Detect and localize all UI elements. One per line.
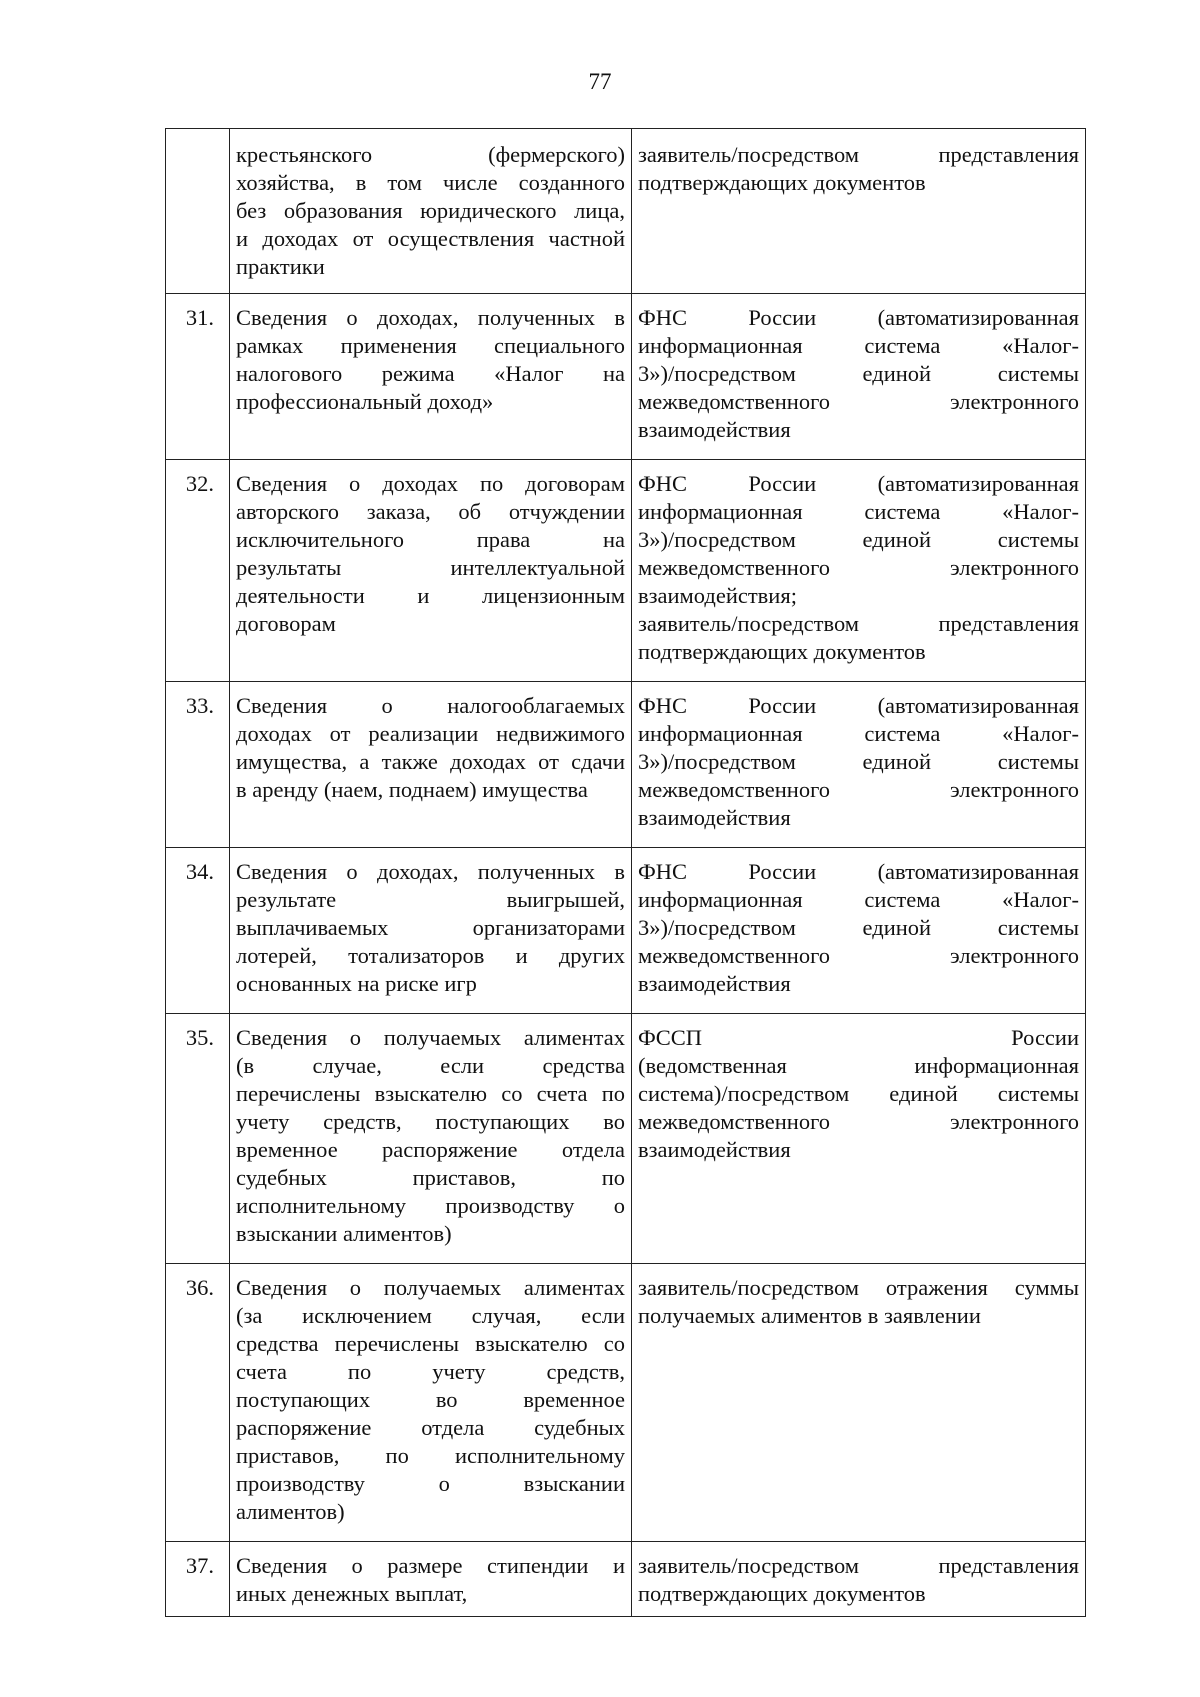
table-row: [166, 294, 1086, 460]
description-line: Сведения о доходах по договорам: [236, 471, 625, 496]
row-source: [632, 129, 1086, 294]
source-line: 3»)/посредством единой системы: [638, 361, 1079, 386]
description-line: средства перечислены взыскателю со: [236, 1331, 625, 1356]
source-line: заявитель/посредством отражения суммы: [638, 1275, 1079, 1300]
row-description: [230, 1014, 632, 1264]
description-line: Сведения о получаемых алиментах: [236, 1275, 625, 1300]
description-line: взыскании алиментов): [236, 1221, 452, 1246]
table-row: [166, 460, 1086, 682]
row-number: 33.: [166, 682, 230, 848]
description-line: исполнительному производству о: [236, 1193, 625, 1218]
source-line: взаимодействия;: [638, 583, 797, 608]
table-row: [166, 848, 1086, 1014]
description-line: временное распоряжение отдела: [236, 1137, 625, 1162]
description-line: без образования юридического лица,: [236, 198, 625, 223]
row-description: [230, 460, 632, 682]
description-line: производству о взыскании: [236, 1471, 625, 1496]
row-description: [230, 1264, 632, 1542]
description-line: практики: [236, 254, 325, 279]
description-line: рамках применения специального: [236, 333, 625, 358]
source-line: межведомственного электронного: [638, 1109, 1079, 1134]
source-line: информационная система «Налог-: [638, 499, 1079, 524]
row-description: [230, 682, 632, 848]
description-line: результате выигрышей,: [236, 887, 625, 912]
table-row: [166, 1542, 1086, 1617]
source-line: подтверждающих документов: [638, 1581, 926, 1606]
row-description: [230, 294, 632, 460]
source-line: информационная система «Налог-: [638, 721, 1079, 746]
source-line: ФНС России (автоматизированная: [638, 305, 1079, 330]
description-line: Сведения о получаемых алиментах: [236, 1025, 625, 1050]
description-line: Сведения о доходах, полученных в: [236, 305, 625, 330]
source-line: 3»)/посредством единой системы: [638, 915, 1079, 940]
description-line: иных денежных выплат,: [236, 1581, 468, 1606]
description-line: лотерей, тотализаторов и других: [236, 943, 625, 968]
row-source: [632, 1264, 1086, 1542]
source-line: ФНС России (автоматизированная: [638, 859, 1079, 884]
source-line: получаемых алиментов в заявлении: [638, 1303, 981, 1328]
description-line: приставов, по исполнительному: [236, 1443, 625, 1468]
source-line: заявитель/посредством представления: [638, 1553, 1079, 1578]
row-number: [166, 129, 230, 294]
description-line: профессиональный доход»: [236, 389, 494, 414]
source-line: информационная система «Налог-: [638, 887, 1079, 912]
source-line: межведомственного электронного: [638, 777, 1079, 802]
description-line: и доходах от осуществления частной: [236, 226, 625, 251]
row-source: [632, 294, 1086, 460]
description-line: хозяйства, в том числе созданного: [236, 170, 625, 195]
description-line: (в случае, если средства: [236, 1053, 625, 1078]
description-line: результаты интеллектуальной: [236, 555, 625, 580]
row-number: 37.: [166, 1542, 230, 1617]
row-source: [632, 1014, 1086, 1264]
source-line: взаимодействия: [638, 805, 791, 830]
row-source: [632, 682, 1086, 848]
source-line: ФНС России (автоматизированная: [638, 471, 1079, 496]
table-row: [166, 129, 1086, 294]
description-line: Сведения о доходах, полученных в: [236, 859, 625, 884]
source-line: 3»)/посредством единой системы: [638, 527, 1079, 552]
source-line: ФНС России (автоматизированная: [638, 693, 1079, 718]
source-line: информационная система «Налог-: [638, 333, 1079, 358]
description-line: Сведения о налогооблагаемых: [236, 693, 625, 718]
row-number: 31.: [166, 294, 230, 460]
description-line: деятельности и лицензионным: [236, 583, 625, 608]
table-row: [166, 682, 1086, 848]
description-line: счета по учету средств,: [236, 1359, 625, 1384]
source-line: подтверждающих документов: [638, 639, 926, 664]
description-line: учету средств, поступающих во: [236, 1109, 625, 1134]
description-line: Сведения о размере стипендии и: [236, 1553, 625, 1578]
table-row: [166, 1264, 1086, 1542]
description-line: судебных приставов, по: [236, 1165, 625, 1190]
description-line: распоряжение отдела судебных: [236, 1415, 625, 1440]
row-number: 34.: [166, 848, 230, 1014]
page-number: 77: [588, 69, 612, 94]
source-line: взаимодействия: [638, 971, 791, 996]
source-line: заявитель/посредством представления: [638, 611, 1079, 636]
description-line: крестьянского (фермерского): [236, 142, 625, 167]
row-description: [230, 129, 632, 294]
source-line: заявитель/посредством представления: [638, 142, 1079, 167]
source-line: система)/посредством единой системы: [638, 1081, 1079, 1106]
description-line: перечислены взыскателю со счета по: [236, 1081, 625, 1106]
description-line: налогового режима «Налог на: [236, 361, 625, 386]
documents-table: [165, 128, 1086, 1617]
source-line: взаимодействия: [638, 1137, 791, 1162]
description-line: выплачиваемых организаторами: [236, 915, 625, 940]
source-line: взаимодействия: [638, 417, 791, 442]
source-line: 3»)/посредством единой системы: [638, 749, 1079, 774]
row-number: 32.: [166, 460, 230, 682]
description-line: в аренду (наем, поднаем) имущества: [236, 777, 588, 802]
row-source: [632, 1542, 1086, 1617]
source-line: подтверждающих документов: [638, 170, 926, 195]
description-line: основанных на риске игр: [236, 971, 477, 996]
row-description: [230, 1542, 632, 1617]
description-line: исключительного права на: [236, 527, 625, 552]
row-description: [230, 848, 632, 1014]
table-row: [166, 1014, 1086, 1264]
source-line: ФССП России: [638, 1025, 1079, 1050]
description-line: поступающих во временное: [236, 1387, 625, 1412]
source-line: межведомственного электронного: [638, 389, 1079, 414]
description-line: (за исключением случая, если: [236, 1303, 625, 1328]
row-source: [632, 460, 1086, 682]
row-number: 35.: [166, 1014, 230, 1264]
description-line: договорам: [236, 611, 336, 636]
description-line: авторского заказа, об отчуждении: [236, 499, 625, 524]
row-number: 36.: [166, 1264, 230, 1542]
source-line: (ведомственная информационная: [638, 1053, 1079, 1078]
table-body: [166, 129, 1086, 1617]
row-source: [632, 848, 1086, 1014]
source-line: межведомственного электронного: [638, 943, 1079, 968]
description-line: доходах от реализации недвижимого: [236, 721, 625, 746]
description-line: алиментов): [236, 1499, 345, 1524]
description-line: имущества, а также доходах от сдачи: [236, 749, 625, 774]
source-line: межведомственного электронного: [638, 555, 1079, 580]
